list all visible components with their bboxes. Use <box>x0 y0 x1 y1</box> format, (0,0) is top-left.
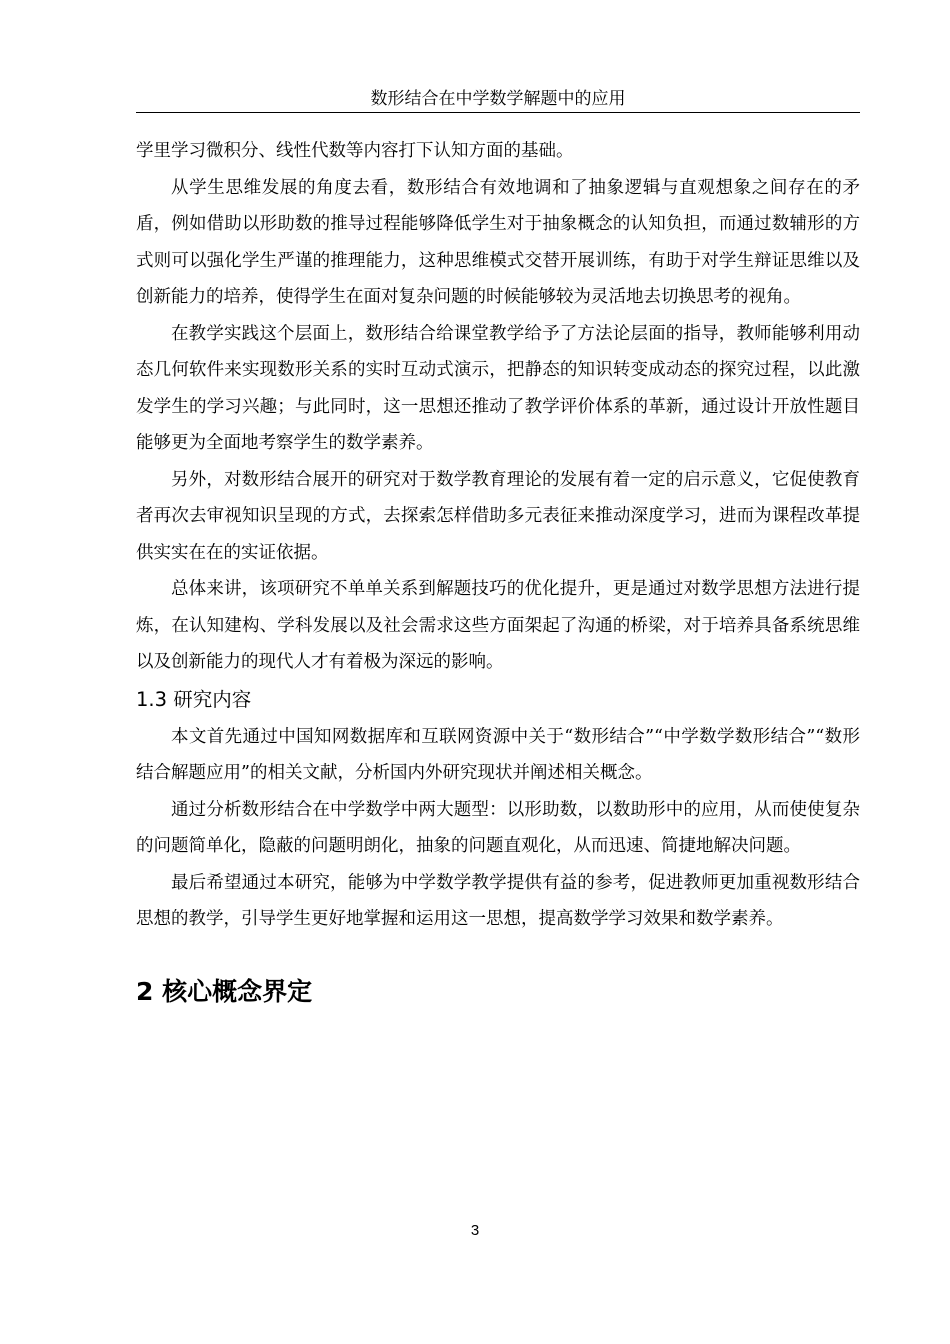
paragraph-summary: 总体来讲，该项研究不单单关系到解题技巧的优化提升，更是通过对数学思想方法进行提炼，在认知建构、学科发展以及社会需求这些方面架起了沟通的桥梁，对于培养具备系统思维以及创新能力的现代人才有着极为深远的影响。 <box>136 579 860 672</box>
paragraph-theory-significance: 另外，对数形结合展开的研究对于数学教育理论的发展有着一定的启示意义，它促使教育者再次去审视知识呈现的方式，去探索怎样借助多元表征来推动深度学习，进而为课程改革提供实实在在的实证依据。 <box>136 469 860 563</box>
section-heading-1-3: 1.3 研究内容 <box>136 687 252 711</box>
paragraph-thinking-development: 从学生思维发展的角度去看，数形结合有效地调和了抽象逻辑与直观想象之间存在的矛盾，例如借助以形助数的推导过程能够降低学生对于抽象概念的认知负担，而通过数辅形的方式则可以强化学生严谨的推理能力，这种思维模式交替开展训练，有助于对学生辩证思维以及创新能力的培养，使得学生在面对复杂问题的时候能够较为灵活地去切换思考的视角。 <box>136 177 860 307</box>
paragraph-teaching-practice: 在教学实践这个层面上，数形结合给课堂教学给予了方法论层面的指导，教师能够利用动态几何软件来实现数形关系的实时互动式演示，把静态的知识转变成动态的探究过程，以此激发学生的学习兴趣；与此同时，这一思想还推动了教学评价体系的革新，通过设计开放性题目能够更为全面地考察学生的数学素养。 <box>136 323 860 453</box>
page-body <box>136 133 860 1012</box>
paragraph-research-content-2: 通过分析数形结合在中学数学中两大题型：以形助数，以数助形中的应用，从而使使复杂的问题简单化，隐蔽的问题明朗化，抽象的问题直观化，从而迅速、简捷地解决问题。 <box>136 799 860 856</box>
page-number: 3 <box>470 1222 480 1239</box>
paragraph-continued: 学里学习微积分、线性代数等内容打下认知方面的基础。 <box>136 141 574 161</box>
section-heading-2: 2 核心概念界定 <box>136 976 313 1006</box>
running-header: 数形结合在中学数学解题中的应用 <box>136 86 860 113</box>
paragraph-research-content-3: 最后希望通过本研究，能够为中学数学教学提供有益的参考，促进教师更加重视数形结合思想的教学，引导学生更好地掌握和运用这一思想，提高数学学习效果和数学素养。 <box>136 872 860 929</box>
paragraph-research-content-1: 本文首先通过中国知网数据库和互联网资源中关于“数形结合”“中学数学数形结合”“数形结合解题应用”的相关文献，分析国内外研究现状并阐述相关概念。 <box>136 726 860 783</box>
